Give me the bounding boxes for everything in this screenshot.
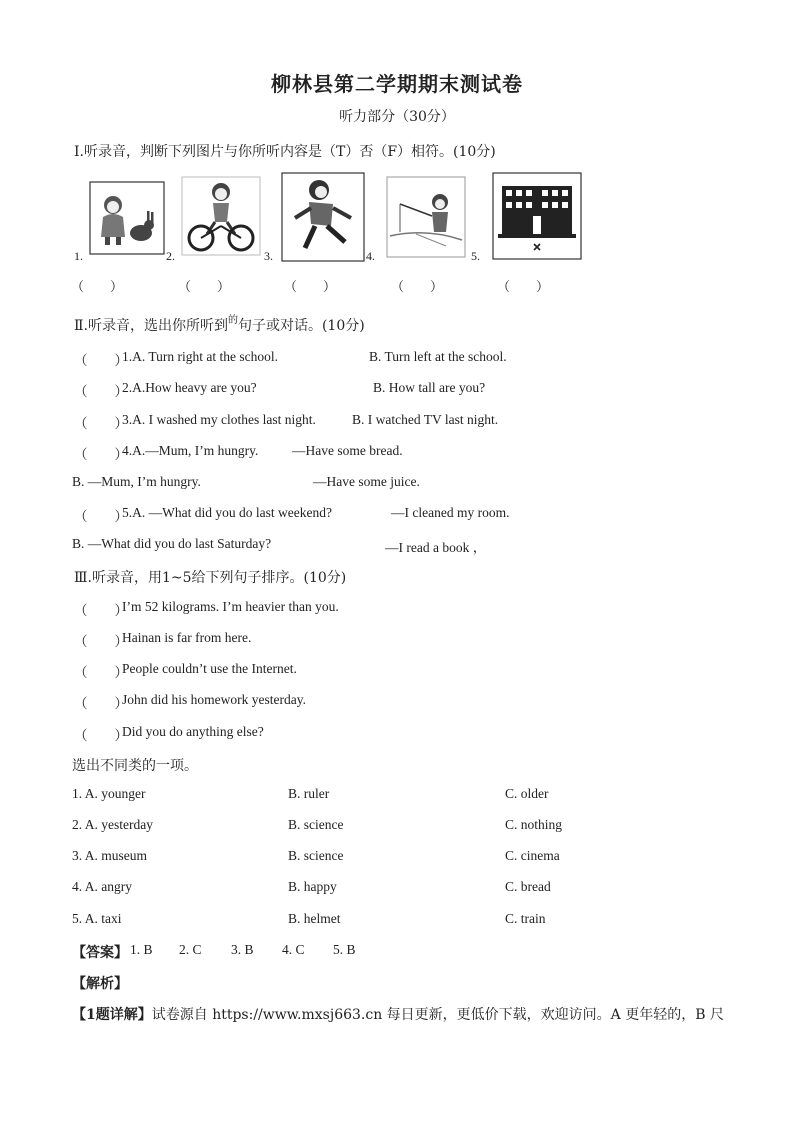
answer-blank[interactable]: （ ） [74,384,128,399]
girl-running-icon [281,172,365,266]
option-text: 2. A. yesterday [72,817,153,832]
list-item: Hainan is far from here. [122,630,252,645]
picture-number: 5. [471,249,480,263]
option-text: B. ruler [288,786,330,801]
list-item: John did his homework yesterday. [122,692,306,707]
option-text: C. nothing [505,817,563,832]
picture-number: 4. [366,249,375,263]
detail-label: 【1题详解】 [72,1007,152,1023]
option-text: B. science [288,848,344,863]
answer-blank[interactable]: （ ） [74,416,128,431]
option-text: B. —What did you do last Saturday? [72,536,272,551]
list-item: I’m 52 kilograms. I’m heavier than you. [122,599,339,614]
option-text: B. helmet [288,911,341,926]
answer-blank[interactable]: （ ） [74,509,128,524]
section-4-heading: 选出不同类的一项。 [72,758,198,774]
answer-item: 4. C [282,942,305,957]
answer-blank[interactable]: （ ） [391,279,444,294]
detail-text: 试卷源自 https://www.mxsj663.cn 每日更新，更低价下载，欢迎访问。A 更年轻的，B 尺 [151,1007,724,1023]
answer-blank[interactable]: （ ） [74,696,128,711]
option-text: C. train [505,911,546,926]
answer-blank[interactable]: （ ） [497,279,550,294]
answer-blank[interactable]: （ ） [74,728,128,743]
option-text: B. happy [288,879,337,894]
option-text: 1. A. younger [72,786,146,801]
option-text: —Have some bread. [292,443,403,458]
boy-fishing-icon [386,176,466,262]
page-title: 柳林县第二学期期末测试卷 [271,72,523,96]
answer-blank[interactable]: （ ） [284,279,337,294]
answer-item: 3. B [231,942,254,957]
answer-item: 5. B [333,942,356,957]
option-text: B. —Mum, I’m hungry. [72,474,201,489]
answer-blank[interactable]: （ ） [74,353,128,368]
answer-item: 2. C [179,942,202,957]
option-text: —I cleaned my room. [391,505,510,520]
option-text: B. How tall are you? [373,380,486,395]
option-text: 3. A. museum [72,848,148,863]
section-3-heading: Ⅲ.听录音，用1~5给下列句子排序。(10分) [74,570,347,586]
option-text: B. I watched TV last night. [352,412,499,427]
answer-blank[interactable]: （ ） [74,603,128,618]
option-text: —Have some juice. [313,474,420,489]
page-subtitle: 听力部分（30分） [339,109,455,125]
answer-label: 【答案】 [72,945,128,961]
option-text: 3.A. I washed my clothes last night. [122,412,316,427]
option-text: 5. A. taxi [72,911,122,926]
option-text: C. older [505,786,549,801]
picture-number: 1. [74,249,83,263]
option-text: 4. A. angry [72,879,132,894]
analysis-label: 【解析】 [72,976,128,992]
answer-blank[interactable]: （ ） [74,634,128,649]
option-text: 2.A.How heavy are you? [122,380,257,395]
section-2-heading-b: 句子或对话。(10分) [237,318,365,334]
answer-blank[interactable]: （ ） [74,447,128,462]
option-text: 4.A.—Mum, I’m hungry. [122,443,259,458]
section-2-heading-small: 的 [227,315,238,326]
option-text: 1.A. Turn right at the school. [122,349,279,364]
list-item: People couldn’t use the Internet. [122,661,297,676]
option-text: C. bread [505,879,551,894]
picture-number: 3. [264,249,273,263]
answer-blank[interactable]: （ ） [71,279,124,294]
section-2-heading-a: Ⅱ.听录音，选出你所听到 [74,318,228,334]
section-2-heading [74,315,365,335]
option-text: B. Turn left at the school. [369,349,507,364]
option-text: —I read a book ， [385,540,487,555]
girl-with-rabbit-icon [89,181,165,259]
answer-blank[interactable]: （ ） [74,665,128,680]
option-text: B. science [288,817,344,832]
list-item: Did you do anything else? [122,724,264,739]
boy-riding-bike-icon [181,176,261,260]
school-building-icon [492,172,582,264]
detail-line [72,1004,724,1024]
section-1-heading: Ⅰ.听录音，判断下列图片与你所听内容是（T）否（F）相符。(10分) [74,144,496,160]
answer-blank[interactable]: （ ） [178,279,231,294]
answer-item: 1. B [130,942,153,957]
option-text: 5.A. —What did you do last weekend? [122,505,332,520]
picture-number: 2. [166,249,175,263]
option-text: C. cinema [505,848,560,863]
